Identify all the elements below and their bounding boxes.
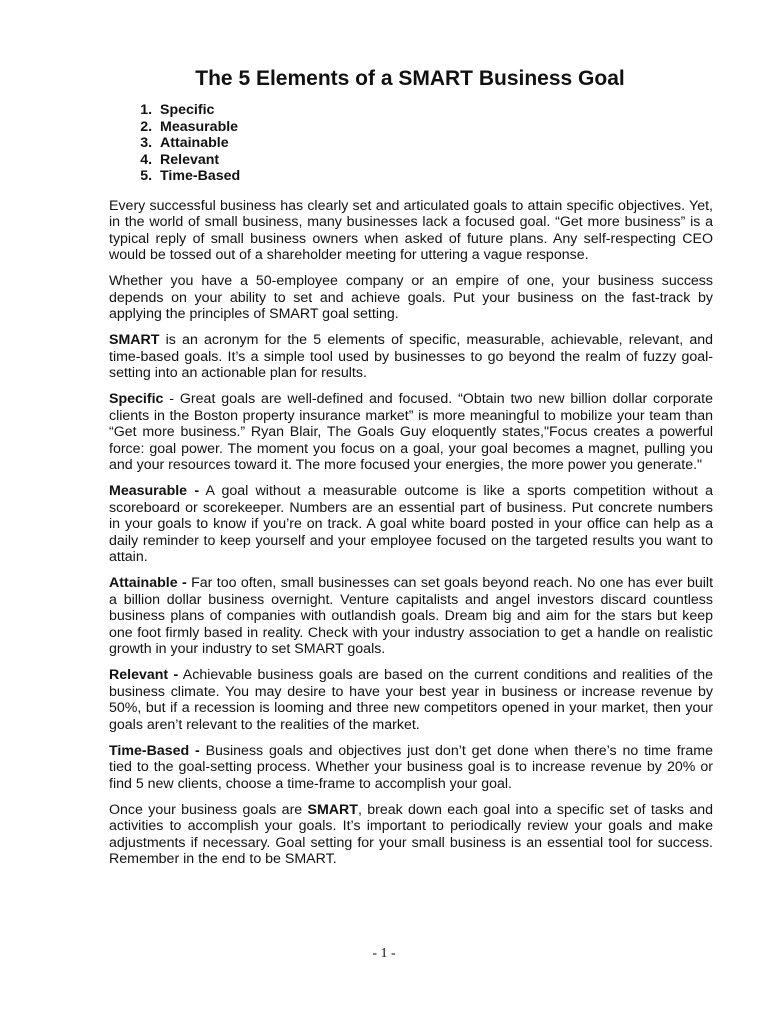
smart-definition-paragraph: [109, 332, 713, 382]
page-number: - 1 -: [372, 946, 396, 961]
list-item: 5. Time-Based: [156, 168, 713, 185]
elements-list: [109, 102, 713, 185]
goal-setting-paragraph: [109, 273, 713, 323]
paragraph-text: , break down each goal into a specific set of tasks and activities to accomplish your goals. It’s important to periodically review your goals and make adjustments if necessary. Goal setting for your small business is an essential tool for success. Remember in the end to be SMART.: [109, 801, 713, 868]
paragraph-text: A goal without a measurable outcome is like a sports competition without a scoreboard or scorekeeper. Numbers are an essential part of business. Put concrete numbers in your goals to know if you’re on track. A goal white board posted in your office can help as a daily reminder to keep yourself and your employee focused on the targeted results you want to attain.: [109, 483, 714, 566]
list-item: 2. Measurable: [156, 119, 713, 136]
paragraph-text: Business goals and objectives just don’t get done when there’s no time frame tied to the goal-setting process. Whether your business goal is to increase revenue by 20% or find 5 new clients, choose a time-frame to accomplish your goal.: [109, 742, 713, 792]
paragraph-text: - Great goals are well-defined and focused. “Obtain two new billion dollar corporate clients in the Boston property insurance market” is more meaningful to mobilize your team than “Get more business.” Ryan Blair, The Goals Guy eloquently states,"Focus creates a powerful force: goal power. The moment you focus on a goal, your goal becomes a magnet, pulling you and your resources toward it. The more focused your energies, the more power you generate.": [109, 391, 713, 474]
intro-paragraph: [109, 198, 713, 264]
conclusion-paragraph: [109, 802, 713, 868]
paragraph-text: Every successful business has clearly set and articulated goals to attain specific objectives. Yet, in the world of small business, many businesses lack a focused goal. “Get more business” is a typical reply of small business owners when asked of future plans. Any self-respecting CEO would be tossed out of a shareholder meeting for uttering a vague response.: [109, 197, 713, 264]
paragraph-text: Far too often, small businesses can set goals beyond reach. No one has ever built a billion dollar business overnight. Venture capitalists and angel investors discard countless business plans of companies with outlandish goals. Dream big and aim for the stars but keep one foot firmly based in reality. Check with your industry association to get a handle on realistic growth in your industry to set SMART goals.: [109, 575, 714, 658]
paragraph-term: Time-Based -: [109, 742, 200, 759]
paragraph-term: Attainable -: [109, 575, 187, 592]
paragraph-text: is an acronym for the 5 elements of specific, measurable, achievable, relevant, and time-based goals. It’s a simple tool used by businesses to go beyond the realm of fuzzy goal-setting into an actionable plan for results.: [109, 332, 713, 382]
measurable-paragraph: [109, 483, 713, 566]
relevant-paragraph: [109, 667, 713, 733]
specific-paragraph: [109, 391, 713, 474]
paragraph-term: Measurable -: [109, 483, 200, 500]
paragraph-term: Specific: [109, 391, 164, 408]
paragraph-term: Relevant -: [109, 667, 179, 684]
paragraph-text: Achievable business goals are based on the current conditions and realities of the business climate. You may desire to have your best year in business or increase revenue by 50%, but if a recession is looming and three new competitors opened in your market, then your goals aren’t relevant to the realities of the market.: [109, 667, 713, 733]
list-item: 1. Specific: [156, 102, 713, 119]
paragraph-term: SMART: [307, 801, 358, 818]
attainable-paragraph: [109, 575, 713, 658]
paragraph-term: SMART: [109, 332, 160, 349]
paragraph-text: Whether you have a 50-employee company or an empire of one, your business success depends on your ability to set and achieve goals. Put your business on the fast-track by applying the principles of SMART goal setting.: [109, 273, 713, 323]
list-item: 4. Relevant: [156, 152, 713, 169]
paragraph-text: Once your business goals are: [109, 801, 308, 818]
page-title: The 5 Elements of a SMART Business Goal: [195, 67, 625, 90]
time-based-paragraph: [109, 743, 713, 793]
list-item: 3. Attainable: [156, 135, 713, 152]
